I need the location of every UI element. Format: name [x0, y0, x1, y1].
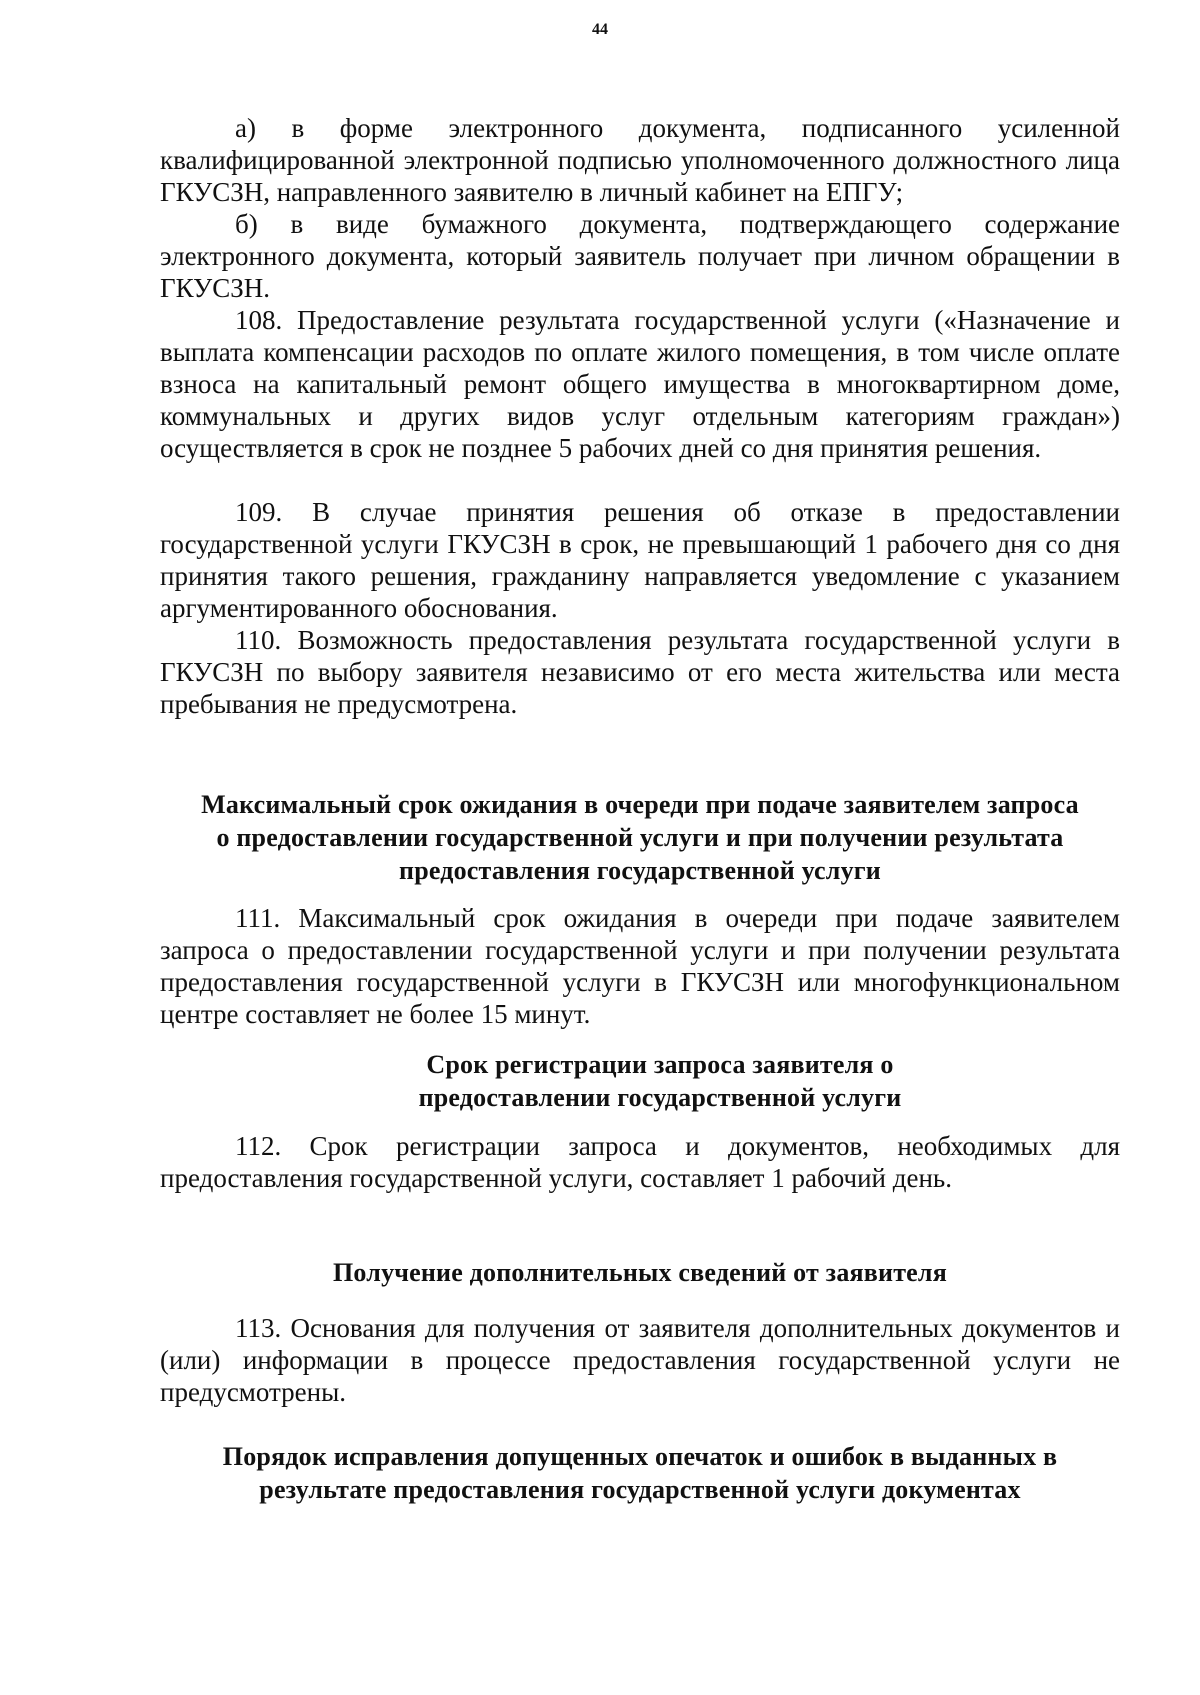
list-item-b	[160, 208, 1120, 304]
paragraph: 108. Предоставление результата государственной услуги («Назначение и выплата компенсации расходов по оплате жилого помещения, в том числе оплате взноса на капитальный ремонт общего имущества в многоквартирном доме, коммунальных и других видов услуг отдельным категориям граждан») осуществляется в срок не позднее 5 рабочих дней со дня принятия решения.	[160, 305, 1120, 463]
clause-110	[160, 624, 1120, 720]
paragraph: 110. Возможность предоставления результата государственной услуги в ГКУСЗН по выбору заявителя независимо от его места жительства или места пребывания не предусмотрена.	[160, 625, 1120, 719]
paragraph: 112. Срок регистрации запроса и документов, необходимых для предоставления государственной услуги, составляет 1 рабочий день.	[160, 1131, 1120, 1193]
paragraph: б) в виде бумажного документа, подтверждающего содержание электронного документа, который заявитель получает при личном обращении в ГКУСЗН.	[160, 209, 1120, 303]
section-heading-text: Порядок исправления допущенных опечаток и ошибок в выданных в результате предоставления государственной услуги документах	[222, 1442, 1058, 1504]
section-heading	[200, 1256, 1080, 1289]
clause-109	[160, 496, 1120, 624]
paragraph: а) в форме электронного документа, подписанного усиленной квалифицированной электронной подписью уполномоченного должностного лица ГКУСЗН, направленного заявителю в личный кабинет на ЕПГУ;	[160, 113, 1120, 207]
paragraph: 113. Основания для получения от заявителя дополнительных документов и (или) информации в процессе предоставления государственной услуги не предусмотрены.	[160, 1313, 1120, 1407]
page-number: 44	[592, 21, 608, 38]
clause-112	[160, 1130, 1120, 1194]
paragraph: 109. В случае принятия решения об отказе в предоставлении государственной услуги ГКУСЗН в срок, не превышающий 1 рабочего дня со дня принятия такого решения, гражданину направляется уведомление с указанием аргументированного обоснования.	[160, 497, 1120, 623]
clause-111	[160, 902, 1120, 1030]
paragraph: 111. Максимальный срок ожидания в очереди при подаче заявителем запроса о предоставлении государственной услуги и при получении результата предоставления государственной услуги в ГКУСЗН или многофункциональном центре составляет не более 15 минут.	[160, 903, 1120, 1029]
section-heading	[380, 1048, 940, 1114]
list-item-a	[160, 112, 1120, 208]
clause-113	[160, 1312, 1120, 1408]
section-heading	[175, 1440, 1105, 1506]
section-heading-text: Максимальный срок ожидания в очереди при подаче заявителем запроса о предоставлении государственной услуги и при получении результата предоставления государственной услуги	[201, 790, 1079, 885]
section-heading	[200, 788, 1080, 887]
section-heading-text: Получение дополнительных сведений от заявителя	[333, 1258, 947, 1287]
clause-108	[160, 304, 1120, 464]
section-heading-text: Срок регистрации запроса заявителя о предоставлении государственной услуги	[418, 1050, 902, 1112]
